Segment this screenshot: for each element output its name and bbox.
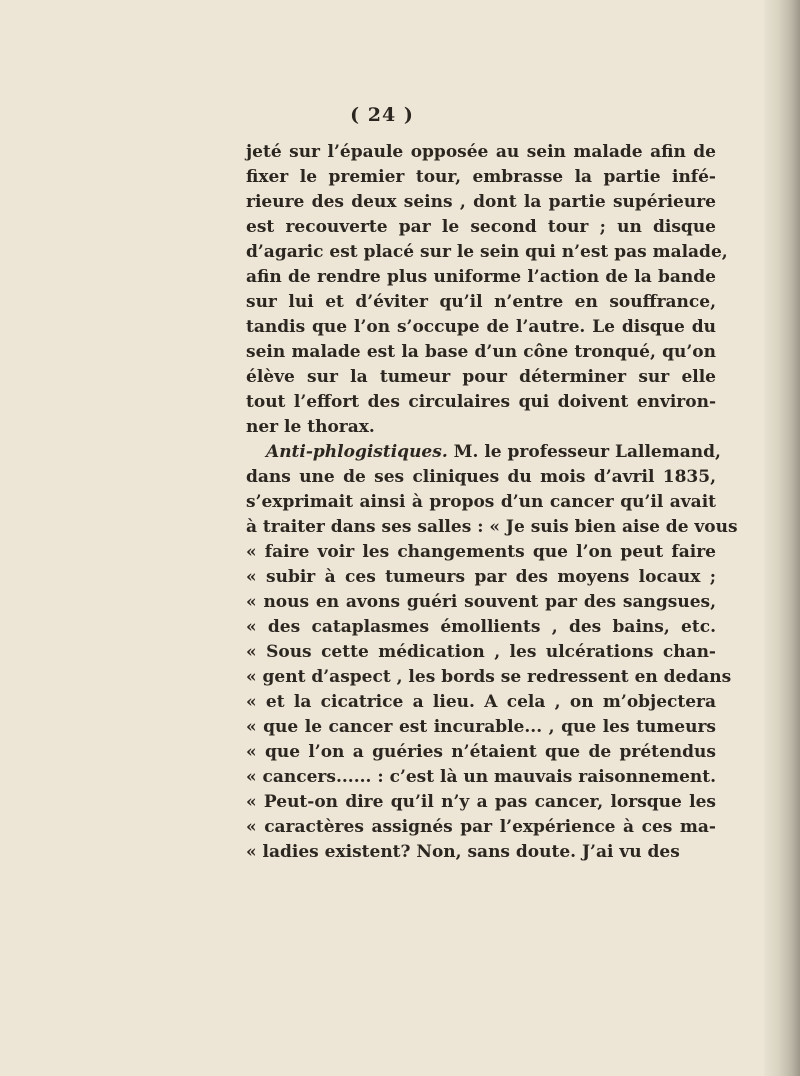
- text-line: « caractères assignés par l’expérience à ces ma-: [246, 817, 716, 837]
- text-line: « Peut-on dire qu’il n’y a pas cancer, lorsque les: [246, 792, 716, 812]
- text-line: rieure des deux seins , dont la partie supérieure: [246, 192, 716, 212]
- text-fragment: M. le professeur Lallemand,: [453, 442, 721, 462]
- page-gutter-shadow: [764, 0, 800, 1076]
- text-line: jeté sur l’épaule opposée au sein malade afin de: [246, 142, 716, 162]
- text-line: « subir à ces tumeurs par des moyens locaux ;: [246, 567, 716, 587]
- text-line: sein malade est la base d’un cône tronqué, qu’on: [246, 342, 716, 362]
- text-line: dans une de ses cliniques du mois d’avril 1835,: [246, 467, 716, 487]
- text-line: « faire voir les changements que l’on peut faire: [246, 542, 716, 562]
- page-number: ( 24 ): [350, 104, 414, 126]
- text-line: tout l’effort des circulaires qui doivent environ-: [246, 392, 716, 412]
- text-line: d’agaric est placé sur le sein qui n’est pas malade,: [246, 242, 728, 262]
- text-line: tandis que l’on s’occupe de l’autre. Le disque du: [246, 317, 716, 337]
- text-line: « cancers...... : c’est là un mauvais raisonnement.: [246, 767, 717, 787]
- text-line: à traiter dans ses salles : « Je suis bien aise de vous: [246, 517, 738, 537]
- text-line: « nous en avons guéri souvent par des sangsues,: [246, 592, 716, 612]
- body-text: [246, 140, 738, 865]
- text-line: « et la cicatrice a lieu. A cela , on m’objectera: [246, 692, 716, 712]
- text-line: « que le cancer est incurable... , que les tumeurs: [246, 717, 716, 737]
- text-line: est recouverte par le second tour ; un disque: [246, 217, 716, 237]
- text-line: « gent d’aspect , les bords se redressent en dedans: [246, 667, 732, 687]
- text-line: élève sur la tumeur pour déterminer sur elle: [246, 367, 716, 387]
- text-line: « que l’on a guéries n’étaient que de prétendus: [246, 742, 716, 762]
- text-line: « Sous cette médication , les ulcérations chan-: [246, 642, 716, 662]
- text-line: ner le thorax.: [246, 417, 375, 437]
- section-heading: Anti-phlogistiques.: [266, 442, 448, 462]
- text-line: afin de rendre plus uniforme l’action de la bande: [246, 267, 716, 287]
- text-line: « ladies existent? Non, sans doute. J’ai vu des: [246, 842, 680, 862]
- text-line: « des cataplasmes émollients , des bains, etc.: [246, 617, 716, 637]
- paragraph-heading-line: [246, 440, 721, 465]
- text-line: fixer le premier tour, embrasse la partie infé-: [246, 167, 716, 187]
- text-line: s’exprimait ainsi à propos d’un cancer qu’il avait: [246, 492, 716, 512]
- text-line: sur lui et d’éviter qu’il n’entre en souffrance,: [246, 292, 716, 312]
